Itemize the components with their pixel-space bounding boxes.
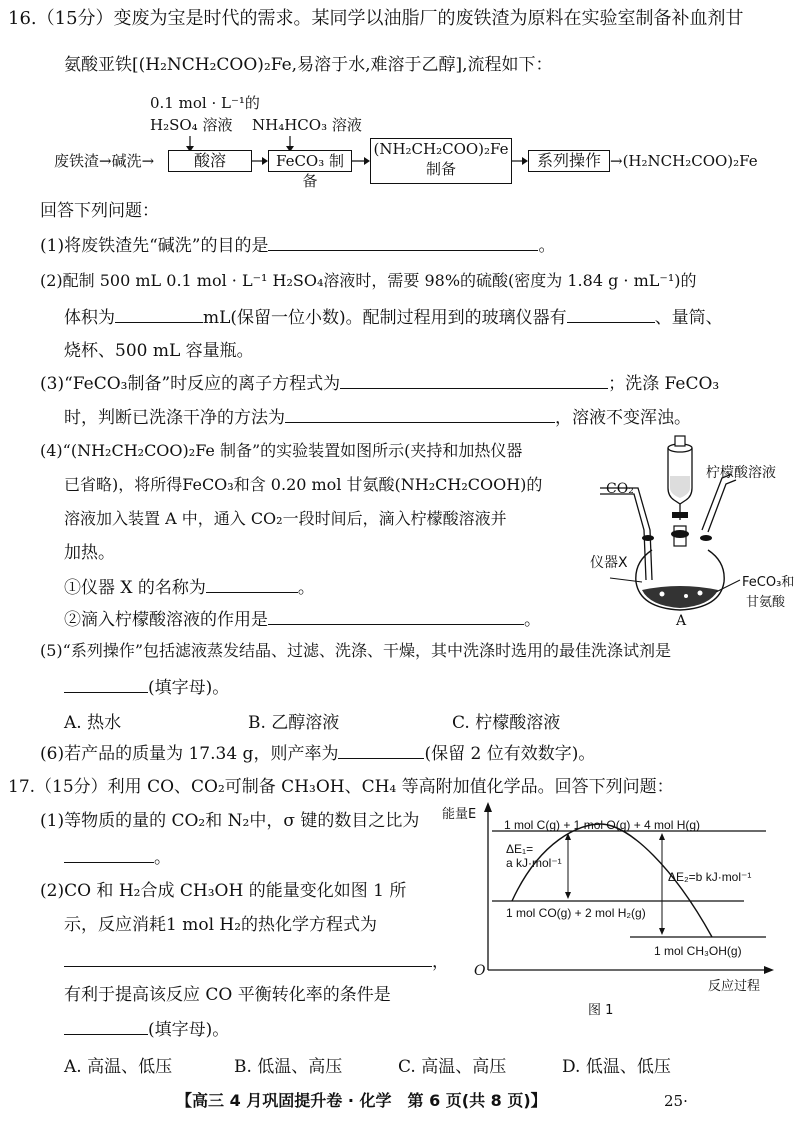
answer-blank[interactable]	[567, 306, 655, 323]
energy-origin: O	[474, 963, 486, 979]
q16-part1-end: 。	[538, 236, 556, 256]
answer-blank[interactable]	[64, 950, 432, 967]
q16-header: 16.（15分）变废为宝是时代的需求。某同学以油脂厂的废铁渣为原料在实验室制备补血剂甘	[8, 8, 744, 29]
flow-box-glycinate	[370, 138, 512, 184]
apparatus-feco3-label: FeCO₃和	[742, 575, 795, 590]
q17-part2c	[64, 950, 449, 973]
q16-part4a: (4)“(NH₂CH₂COO)₂Fe 制备”的实验装置如图所示(夹持和加热仪器	[40, 441, 523, 460]
q17-part1-end: 。	[154, 848, 171, 868]
q16-part3a	[40, 372, 719, 395]
q16-part4-sub2	[64, 608, 541, 631]
q16-option-c: C. 柠檬酸溶液	[452, 713, 561, 733]
q17-part1: (1)等物质的量的 CO₂和 N₂中，σ 键的数目之比为	[40, 811, 420, 831]
energy-delta-e1b: a kJ·mol⁻¹	[506, 856, 562, 870]
q16-part2c: 烧杯、500 mL 容量瓶。	[64, 341, 254, 361]
q16-part4-sub1-text: ①仪器 X 的名称为	[64, 578, 206, 598]
energy-low-level: 1 mol CH₃OH(g)	[654, 944, 742, 958]
apparatus-x-label: 仪器X	[590, 555, 628, 571]
answer-blank[interactable]	[64, 846, 154, 863]
q16-part4-sub2-end: 。	[524, 610, 541, 630]
answer-blank[interactable]	[64, 676, 148, 693]
apparatus-a-label: A	[676, 613, 687, 629]
q17-option-c: C. 高温、高压	[398, 1057, 507, 1077]
q16-part6-text1: (6)若产品的质量为 17.34 g，则产率为	[40, 744, 339, 764]
flow-box-glycinate-label: 制备	[425, 160, 456, 178]
flow-box-acid: 酸溶	[168, 150, 252, 172]
q17-option-b: B. 低温、高压	[234, 1057, 343, 1077]
energy-delta-e1a: ΔE₁=	[506, 842, 534, 856]
q16-part5a: (5)“系列操作”包括滤液蒸发结晶、过滤、洗涤、干燥，其中洗涤时选用的最佳洗涤试剂是	[40, 641, 672, 660]
q16-option-a: A. 热水	[64, 713, 122, 733]
flow-box-series: 系列操作	[528, 150, 610, 172]
q16-part1	[40, 234, 555, 257]
answer-blank[interactable]	[268, 234, 538, 251]
answer-blank[interactable]	[64, 1018, 148, 1035]
q17-part1-answer	[64, 846, 171, 869]
energy-delta-e2: ΔE₂=b kJ·mol⁻¹	[668, 870, 752, 884]
flow-note-h2so4: H₂SO₄ 溶液	[150, 116, 233, 134]
apparatus-co2-label: CO₂	[606, 481, 634, 497]
apparatus-citric-label: 柠檬酸溶液	[706, 465, 776, 481]
q16-part2b-text3: 、量筒、	[654, 308, 723, 328]
q16-part4c: 溶液加入装置 A 中，通入 CO₂一段时间后，滴入柠檬酸溶液并	[64, 509, 507, 528]
answer-blank[interactable]	[340, 372, 608, 389]
energy-mid-level: 1 mol CO(g) + 2 mol H₂(g)	[506, 906, 646, 920]
q16-part3b-text2: ，溶液不变浑浊。	[555, 408, 691, 428]
figure-caption: 图 1	[588, 1003, 614, 1018]
q17-part2d: 有利于提高该反应 CO 平衡转化率的条件是	[64, 985, 391, 1005]
q16-part4-sub1-end: 。	[297, 578, 315, 598]
q17-option-a: A. 高温、低压	[64, 1057, 173, 1077]
q16-part4d: 加热。	[64, 543, 115, 563]
flow-box-feco3: FeCO₃ 制备	[268, 150, 352, 172]
q16-part5b	[64, 676, 229, 699]
q17-part2e-text: (填字母)。	[148, 1020, 230, 1040]
apparatus-glycine-label: 甘氨酸	[746, 595, 786, 610]
q16-part1-text: (1)将废铁渣先“碱洗”的目的是	[40, 236, 269, 256]
q16-part6-text2: (保留 2 位有效数字)。	[424, 744, 596, 764]
flow-box-glycinate-formula: (NH₂CH₂COO)₂Fe	[373, 140, 509, 158]
q16-option-b: B. 乙醇溶液	[248, 713, 340, 733]
answer-blank[interactable]	[338, 742, 424, 759]
q16-part4-sub2-text: ②滴入柠檬酸溶液的作用是	[64, 610, 268, 630]
q17-option-d: D. 低温、低压	[562, 1057, 671, 1077]
q16-part2a: (2)配制 500 mL 0.1 mol · L⁻¹ H₂SO₄溶液时，需要 98%的硫酸(密度为 1.84 g · mL⁻¹)的	[40, 271, 697, 290]
q16-part4b: 已省略)，将所得FeCO₃和含 0.20 mol 甘氨酸(NH₂CH₂COOH)的	[64, 475, 543, 494]
q16-part3a-text1: (3)“FeCO₃制备”时反应的离子方程式为	[40, 374, 341, 394]
q16-part6	[40, 742, 595, 765]
q16-prompt: 回答下列问题：	[40, 201, 159, 221]
q16-line2: 氨酸亚铁[(H₂NCH₂COO)₂Fe,易溶于水,难溶于乙醇],流程如下：	[64, 55, 553, 75]
energy-y-label: 能量E	[442, 807, 477, 822]
answer-blank[interactable]	[285, 406, 555, 423]
q17-part2b: 示，反应消耗1 mol H₂的热化学方程式为	[64, 915, 378, 935]
q17-part2e	[64, 1018, 229, 1041]
flow-note-concentration: 0.1 mol · L⁻¹的	[150, 94, 260, 112]
q16-part3b	[64, 406, 691, 429]
answer-blank[interactable]	[115, 306, 203, 323]
q17-part2c-end: ，	[432, 952, 449, 972]
q17-header: 17.（15分）利用 CO、CO₂可制备 CH₃OH、CH₄ 等高附加值化学品。回答下列问题：	[8, 777, 674, 797]
energy-x-label: 反应过程	[708, 979, 761, 994]
q16-part3a-text2: ；洗涤 FeCO₃	[608, 374, 720, 394]
q16-part2b-text1: 体积为	[64, 308, 115, 328]
flow-note-nh4hco3: NH₄HCO₃ 溶液	[252, 116, 362, 134]
flow-start: 废铁渣→碱洗→	[54, 152, 155, 170]
page-footer: 【高三 4 月巩固提升卷 · 化学 第 6 页(共 8 页)】	[176, 1091, 547, 1110]
q17-part2a: (2)CO 和 H₂合成 CH₃OH 的能量变化如图 1 所	[40, 881, 407, 901]
page-code: 25·	[664, 1092, 688, 1110]
energy-top-level: 1 mol C(g) + 1 mol O(g) + 4 mol H(g)	[504, 818, 701, 832]
answer-blank[interactable]	[206, 576, 298, 593]
flow-end: →(H₂NCH₂COO)₂Fe	[610, 152, 758, 170]
q16-part2b	[64, 306, 723, 329]
answer-blank[interactable]	[268, 608, 524, 625]
q16-part3b-text1: 时，判断已洗涤干净的方法为	[64, 408, 285, 428]
q16-part5b-text: (填字母)。	[148, 678, 230, 698]
q16-part2b-text2: mL(保留一位小数)。配制过程用到的玻璃仪器有	[203, 308, 567, 328]
q16-part4-sub1	[64, 576, 315, 599]
